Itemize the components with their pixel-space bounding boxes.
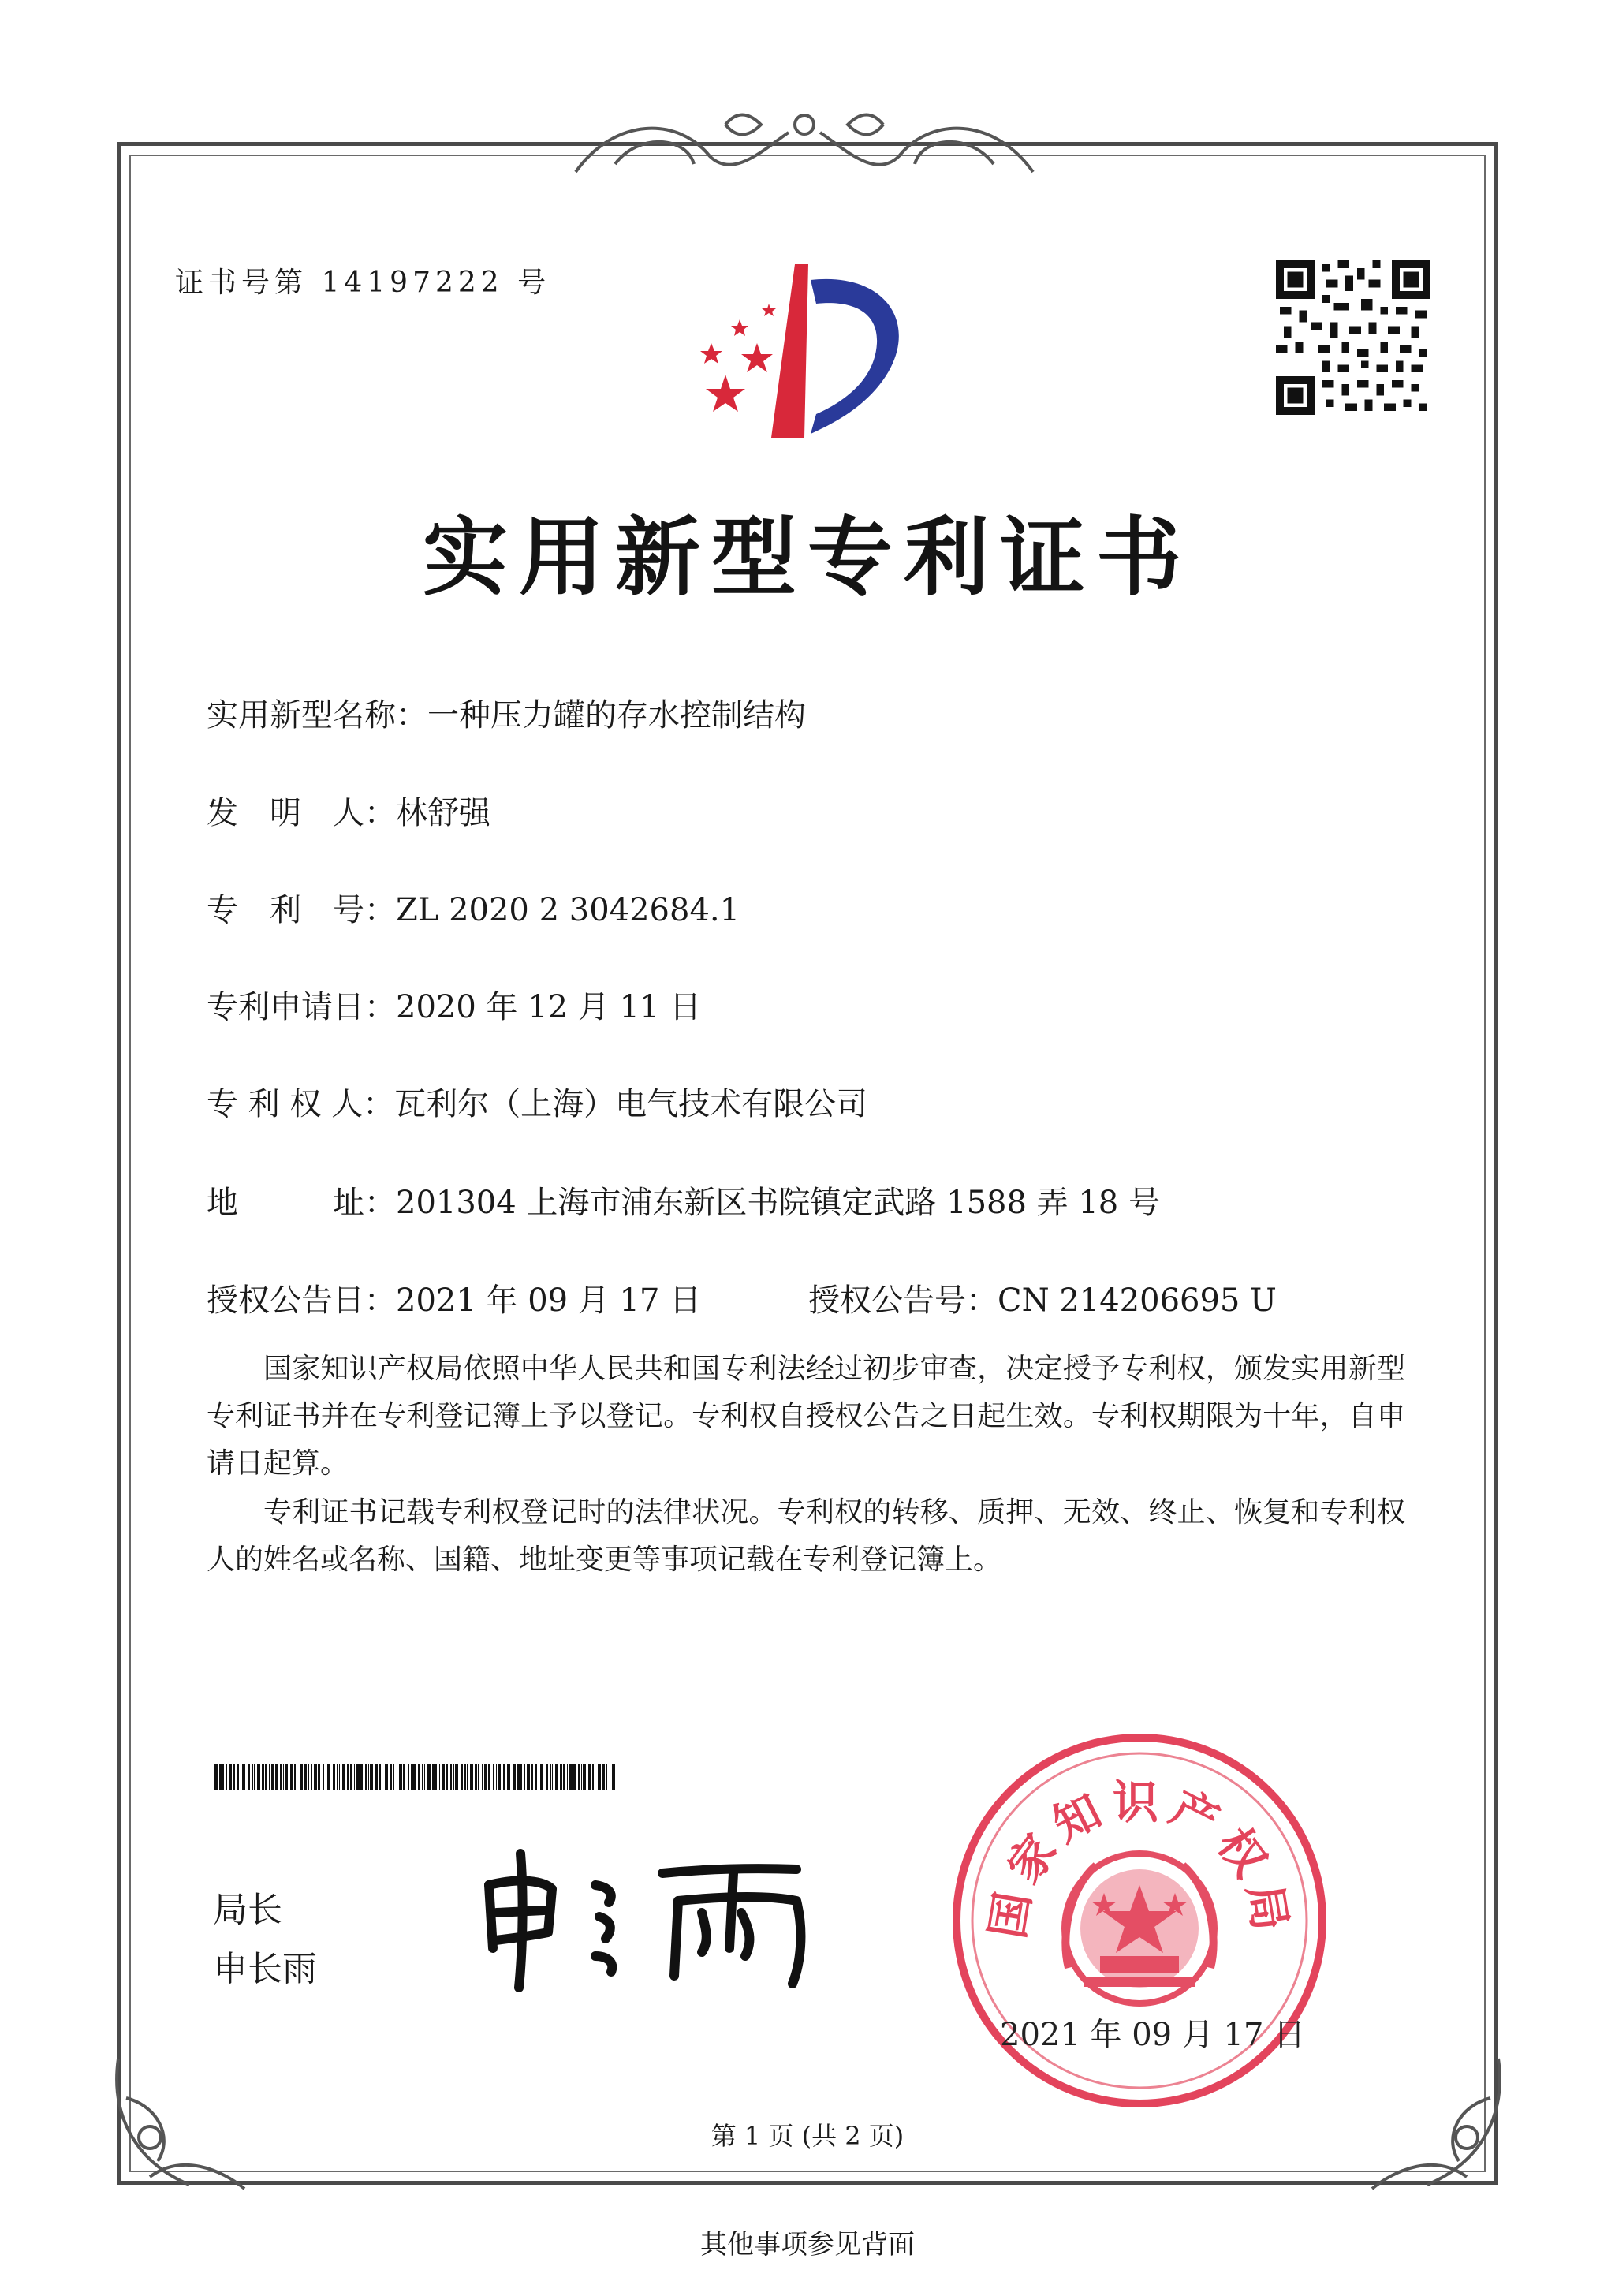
field-row-grant-no — [808, 1275, 1277, 1320]
barcode — [214, 1764, 617, 1790]
field-grant-no-value: CN 214206695 U — [998, 1282, 1277, 1319]
field-grant-date-value: 2021 年 09 月 17 日 — [396, 1282, 702, 1319]
field-apply-date-label: 专利申请日： — [207, 989, 396, 1025]
statement-paragraph-2: 专利证书记载专利权登记时的法律状况。专利权的转移、质押、无效、终止、恢复和专利权人的姓名或名称、国籍、地址变更等事项记载在专利登记簿上。 — [207, 1496, 1405, 1576]
qr-code — [1276, 260, 1430, 415]
signatory-name: 申长雨 — [213, 1949, 317, 1989]
field-address-label: 地 址： — [207, 1185, 396, 1221]
field-row-apply-date — [207, 982, 701, 1027]
page-number: 第 1 页 (共 2 页) — [711, 2121, 904, 2151]
field-inventor-value: 林舒强 — [396, 795, 490, 831]
field-row-name — [207, 690, 806, 735]
field-name-value: 一种压力罐的存水控制结构 — [427, 697, 806, 734]
statement-paragraph-1: 国家知识产权局依照中华人民共和国专利法经过初步审查，决定授予专利权，颁发实用新型专利证书并在专利登记簿上予以登记。专利权自授权公告之日起生效。专利权期限为十年，自申请日起算。 — [207, 1353, 1405, 1480]
top-ornament — [568, 101, 1041, 188]
field-name-label: 实用新型名称： — [207, 697, 427, 734]
field-patent-no-value: ZL 2020 2 3042684.1 — [396, 892, 740, 928]
field-inventor-label: 发 明 人： — [207, 795, 396, 831]
cnipa-logo-icon — [678, 256, 931, 446]
field-holder-label: 专 利 权 人： — [207, 1086, 395, 1122]
handwritten-signature — [465, 1838, 828, 1995]
field-row-inventor — [207, 788, 490, 833]
field-grant-date-label: 授权公告日： — [207, 1282, 396, 1319]
field-row-patent-no — [207, 885, 740, 930]
certificate-number — [175, 260, 550, 301]
field-row-holder — [207, 1079, 867, 1124]
field-address-value: 201304 上海市浦东新区书院镇定武路 1588 弄 18 号 — [396, 1185, 1160, 1221]
signatory-title: 局长 — [213, 1890, 282, 1930]
field-apply-date-value: 2020 年 12 月 11 日 — [396, 989, 702, 1025]
field-row-grant-date — [207, 1275, 701, 1320]
svg-text:国家知识产权局: 国家知识产权局 — [980, 1775, 1299, 1943]
certificate-number-value: 14197222 — [321, 267, 504, 299]
field-row-address — [207, 1178, 1160, 1223]
back-note: 其他事项参见背面 — [700, 2229, 915, 2261]
certificate-title: 实用新型专利证书 — [422, 509, 1192, 607]
seal-date: 2021 年 09 月 17 日 — [1000, 2017, 1306, 2053]
field-patent-no-label: 专 利 号： — [207, 892, 396, 928]
field-holder-value: 瓦利尔（上海）电气技术有限公司 — [394, 1086, 868, 1122]
field-grant-no-label: 授权公告号： — [808, 1282, 998, 1319]
certificate-number-label: 证书号第 — [175, 267, 308, 299]
certificate-number-suffix: 号 — [517, 267, 551, 299]
